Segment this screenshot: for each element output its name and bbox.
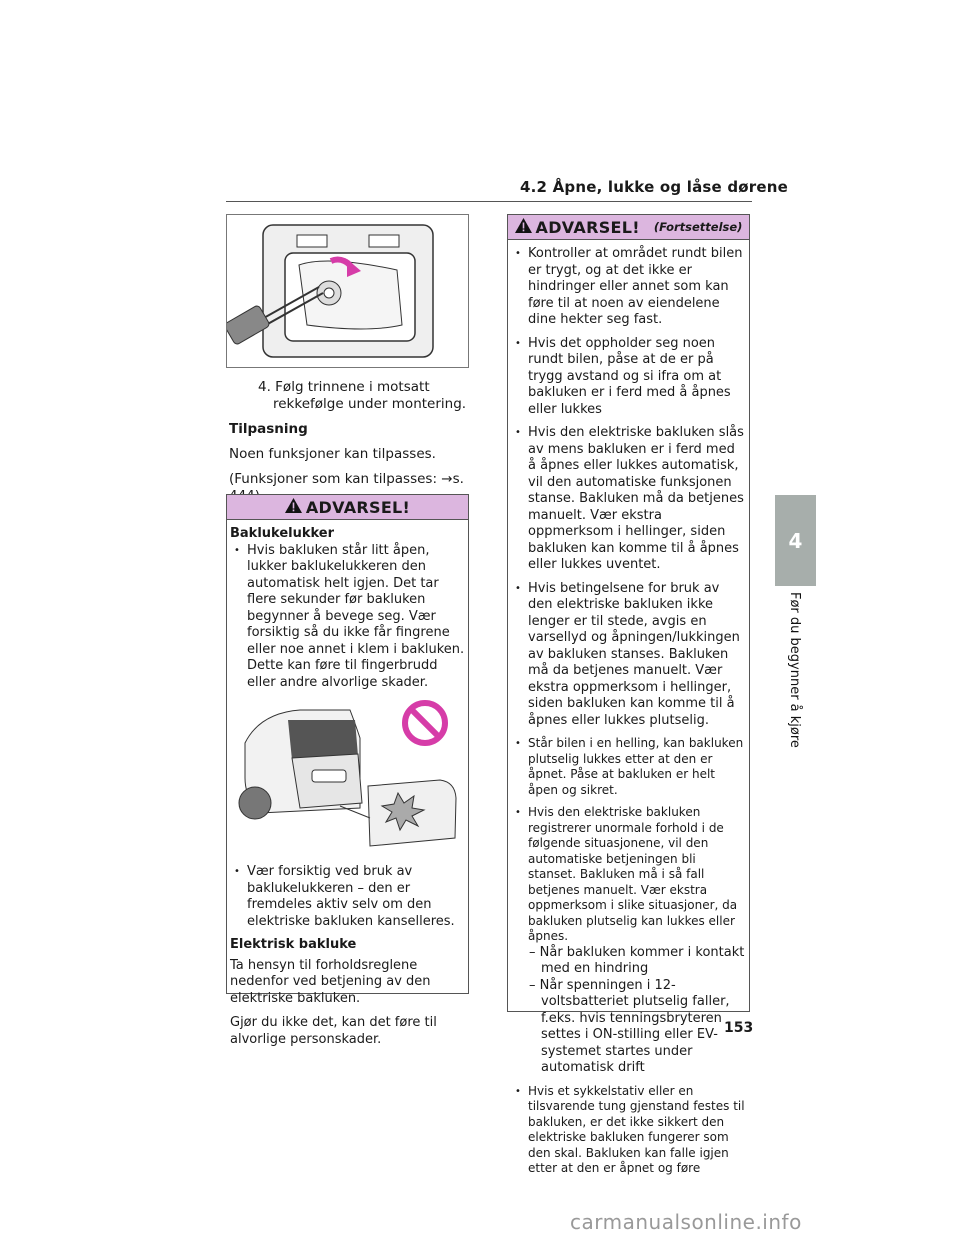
chapter-tab (775, 495, 816, 586)
customization-ref: (Funksjoner som kan tilpasses: →s. (229, 471, 464, 487)
customization-text: Noen funksjoner kan tilpasses. (229, 446, 436, 462)
watermark: carmanualsonline.info (570, 1210, 802, 1234)
screwdriver-illustration (226, 214, 469, 368)
list-item: • Hvis det oppholder seg noen rundt bilen, påse at de er på trygg avstand og si ifra om at bakluken er i ferd med å åpnes eller lukkes (511, 336, 746, 419)
list-item: • Vær forsiktig ved bruk av baklukelukkeren – den er fremdeles aktiv selv om den elektriske bakluken kanselleres. (230, 864, 465, 930)
closer-heading: Baklukelukker (230, 526, 335, 541)
tailgate-pinch-illustration (230, 698, 465, 856)
customization-heading: Tilpasning (229, 421, 308, 437)
header-rule (226, 201, 752, 202)
warning-box (226, 494, 469, 1047)
step-4: 4. Følg trinnene i motsatt rekkefølge under montering. (258, 379, 467, 412)
chapter-label: Før du begynner å kjøre (787, 592, 802, 748)
electric-text: Ta hensyn til forholdsreglene nedenfor ved betjening av den elektriske bakluken. (230, 957, 431, 1006)
warning-header (227, 495, 468, 520)
list-item: • Hvis betingelsene for bruk av den elektriske bakluken ikke lenger er til stede, avgis en varsellyd og åpningen/lukkingen av bakluken stanses. Bakluken må da betjenes manuelt. Vær ekstra oppmerksom i hellinger, siden bakluken kan komme til å åpnes eller lukkes plutselig. (511, 581, 746, 730)
warning-subtitle: (Fortsettelse) (653, 220, 743, 234)
tailgate-cover-illustration (227, 215, 468, 367)
list-item: • Hvis bakluken står litt åpen, lukker baklukelukkeren den automatisk helt igjen. Det tar flere sekunder før bakluken begynner å bevege seg. Vær forsiktig så du ikke får fingrene eller noe annet i klem i bakluken. Dette kan føre til fingerbrudd eller andre alvorlige skader. (230, 543, 465, 692)
warning-title: ADVARSEL! (305, 497, 411, 517)
list-item: • Hvis den elektriske bakluken registrerer unormale forhold i de følgende situasjonene, vil den automatiske betjeningen bli stanset. Bakluken må i så fall betjenes manuelt. Vær ekstra oppmerksom i slike situasjoner, da bakluken plutselig kan lukkes eller åpnes. (511, 805, 746, 945)
consequence-text: Gjør du ikke det, kan det føre til alvorlige personskader. (230, 1015, 437, 1047)
chapter-number: 4 (788, 528, 803, 553)
sub-item: – Når bakluken kommer i kontakt med en hindring (529, 944, 745, 976)
warning-triangle-icon (285, 498, 302, 517)
left-text (229, 379, 467, 513)
electric-heading: Elektrisk bakluke (230, 937, 357, 952)
list-item: • Står bilen i en helling, kan bakluken plutselig lukkes etter at den er åpnet. Påse at bakluken er helt åpen og sikret. (511, 736, 746, 798)
warning-body (227, 520, 468, 1048)
section-title: 4.2 Åpne, lukke og låse dørene (520, 178, 788, 196)
list-item: • Kontroller at området rundt bilen er trygt, og at det ikke er hindringer eller annet som kan føre til at noen av eiendelene dine hekter seg fast. (511, 246, 746, 329)
warning-triangle-icon (515, 218, 532, 237)
sub-item: – Når spenningen i 12-voltsbatteriet plutselig faller, f.eks. hvis tenningsbryteren settes i ON-stilling eller EV-systemet startes under automatisk drift (529, 977, 730, 1075)
warning-header (508, 215, 749, 240)
list-item: • Hvis den elektriske bakluken slås av mens bakluken er i ferd med å åpnes eller lukkes automatisk, vil den automatiske funksjonen stanse. Bakluken må da betjenes manuelt. Vær ekstra oppmerksom i hellinger, siden bakluken kan komme til å åpnes eller lukkes uventet. (511, 425, 746, 574)
page-number: 153 (724, 1020, 754, 1036)
warning-body (508, 240, 749, 1177)
warning-title: ADVARSEL! (535, 217, 640, 237)
list-item: • Hvis et sykkelstativ eller en tilsvarende tung gjenstand festes til bakluken, er det ikke sikkert den elektriske bakluken fungerer som den skal. Bakluken kan falle igjen etter at den er åpnet og føre (511, 1084, 746, 1177)
